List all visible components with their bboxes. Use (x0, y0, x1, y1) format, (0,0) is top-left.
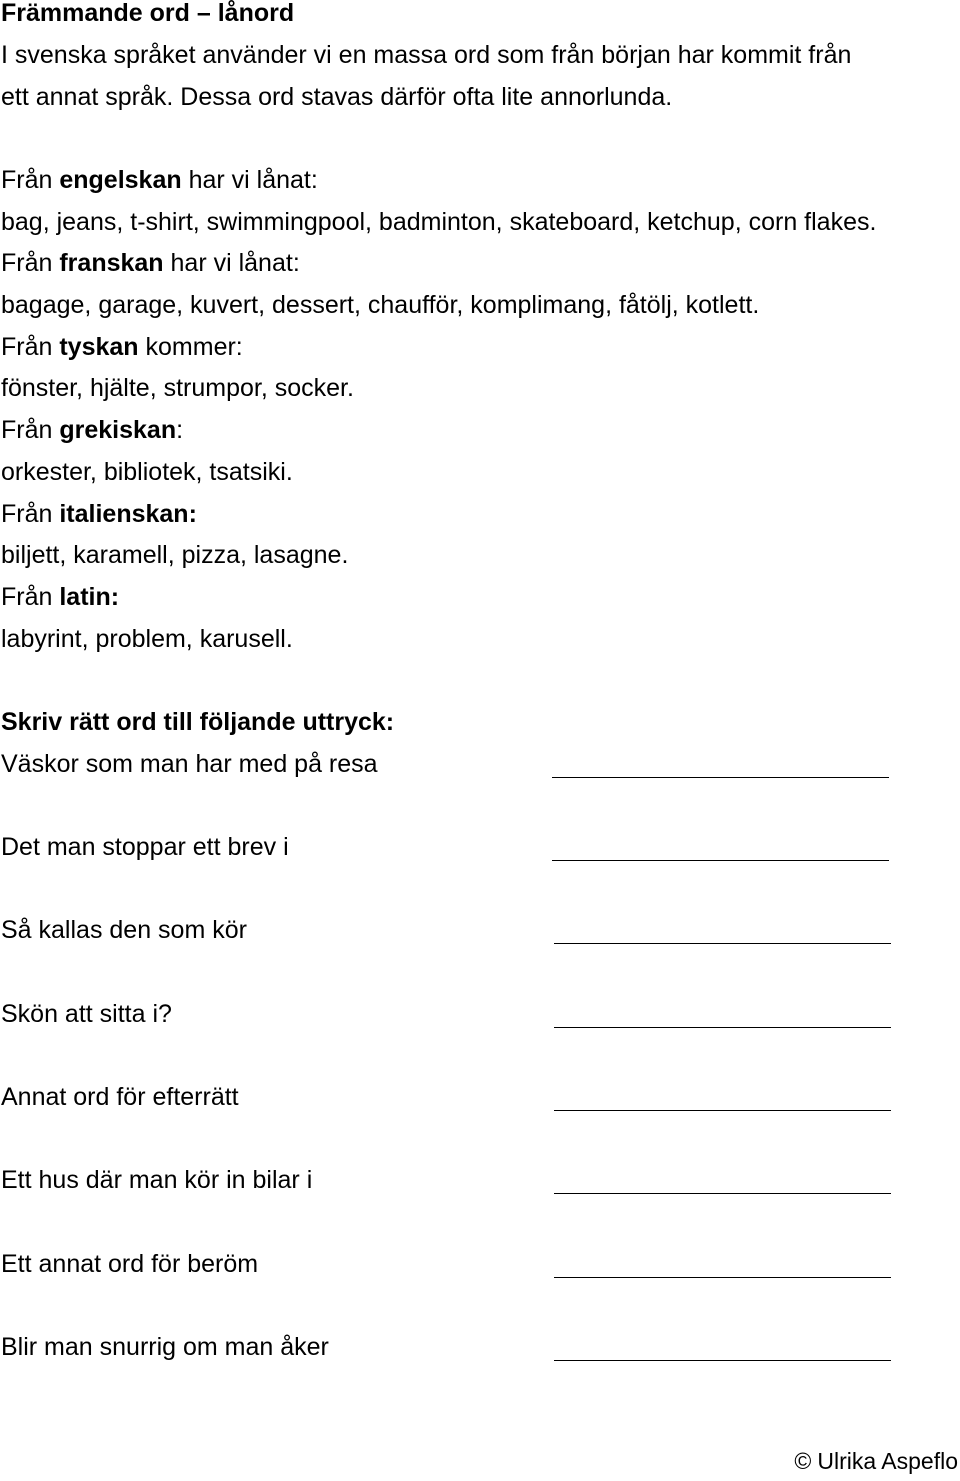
language-name: engelskan (59, 166, 182, 194)
exercise-item (1, 1327, 901, 1367)
language-prefix: Från (1, 249, 60, 277)
exercise-prompt: Blir man snurrig om man åker (1, 1333, 329, 1361)
copyright-icon: © (794, 1448, 812, 1474)
exercise-item (1, 910, 901, 950)
language-name: grekiskan (59, 416, 177, 444)
language-words-greek: orkester, bibliotek, tsatsiki. (1, 458, 293, 486)
answer-blank[interactable] (554, 1193, 891, 1194)
intro-line-1: I svenska språket använder vi en massa ord som från början har kommit från (1, 41, 852, 69)
exercise-item (1, 1160, 901, 1200)
exercise-prompt: Annat ord för efterrätt (1, 1083, 239, 1111)
exercise-heading: Skriv rätt ord till följande uttryck: (1, 708, 395, 736)
language-heading-italian (1, 494, 197, 534)
language-heading-latin (1, 577, 119, 617)
exercise-item (1, 1244, 901, 1284)
exercise-item (1, 744, 901, 784)
copyright-footer (794, 1441, 958, 1481)
language-suffix: kommer: (138, 333, 243, 361)
answer-blank[interactable] (554, 1110, 891, 1111)
language-heading-french (1, 243, 300, 283)
answer-blank[interactable] (554, 1027, 891, 1028)
language-suffix: har vi lånat: (163, 249, 300, 277)
language-words-german: fönster, hjälte, strumpor, socker. (1, 374, 354, 402)
language-prefix: Från (1, 166, 60, 194)
language-words-english: bag, jeans, t-shirt, swimmingpool, badminton, skateboard, ketchup, corn flakes. (1, 208, 877, 236)
language-name: italienskan: (59, 500, 197, 528)
answer-blank[interactable] (554, 1360, 891, 1361)
exercise-prompt: Väskor som man har med på resa (1, 750, 378, 778)
language-prefix: Från (1, 416, 60, 444)
exercise-item (1, 1077, 901, 1117)
exercise-prompt: Ett annat ord för beröm (1, 1250, 259, 1278)
language-heading-german (1, 327, 243, 367)
answer-blank[interactable] (554, 1277, 891, 1278)
exercise-item (1, 994, 901, 1034)
exercise-prompt: Skön att sitta i? (1, 1000, 172, 1028)
language-name: franskan (59, 249, 164, 277)
language-suffix: : (176, 416, 184, 444)
intro-line-2: ett annat språk. Dessa ord stavas därför ofta lite annorlunda. (1, 83, 673, 111)
author-name: Ulrika Aspeflo (817, 1448, 958, 1474)
exercise-item (1, 827, 901, 867)
exercise-prompt: Det man stoppar ett brev i (1, 833, 289, 861)
language-prefix: Från (1, 583, 60, 611)
language-prefix: Från (1, 500, 60, 528)
language-heading-greek (1, 410, 183, 450)
answer-blank[interactable] (552, 860, 889, 861)
answer-blank[interactable] (552, 777, 889, 778)
exercise-prompt: Så kallas den som kör (1, 916, 247, 944)
language-suffix: har vi lånat: (181, 166, 318, 194)
language-name: tyskan (59, 333, 139, 361)
language-prefix: Från (1, 333, 60, 361)
page-title: Främmande ord – lånord (1, 0, 295, 27)
language-name: latin: (59, 583, 120, 611)
language-words-latin: labyrint, problem, karusell. (1, 625, 293, 653)
language-heading-english (1, 160, 318, 200)
answer-blank[interactable] (554, 943, 891, 944)
language-words-italian: biljett, karamell, pizza, lasagne. (1, 541, 349, 569)
language-words-french: bagage, garage, kuvert, dessert, chaufför, komplimang, fåtölj, kotlett. (1, 291, 760, 319)
exercise-prompt: Ett hus där man kör in bilar i (1, 1166, 313, 1194)
